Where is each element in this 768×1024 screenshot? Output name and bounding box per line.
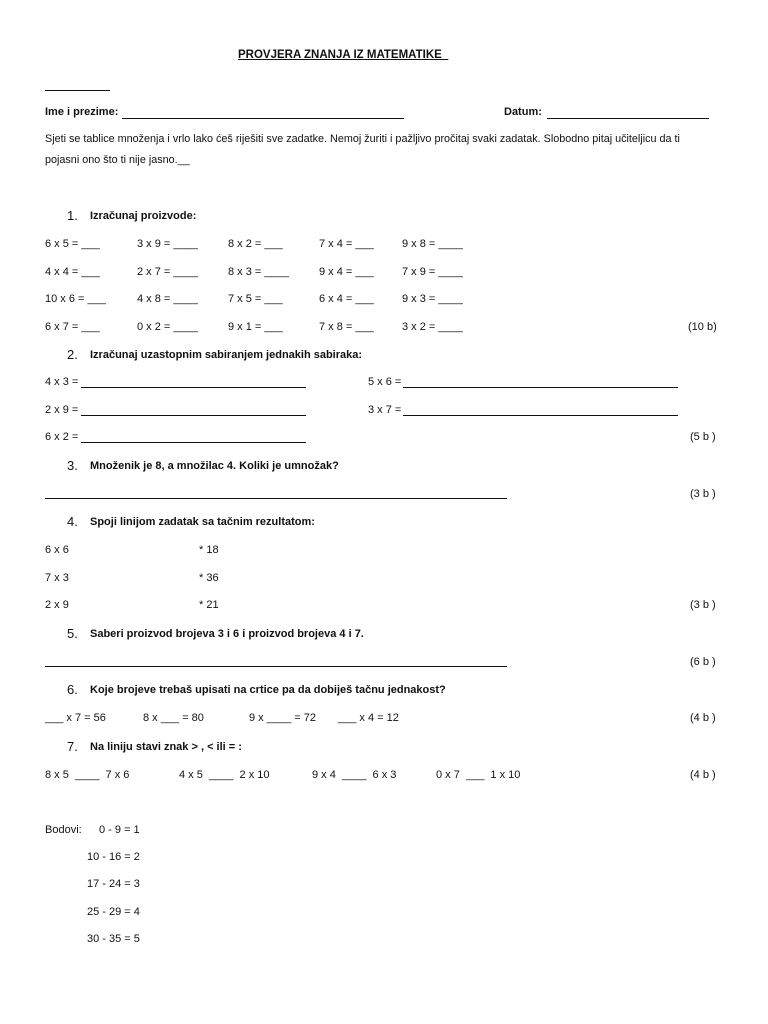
page-title: PROVJERA ZNANJA IZ MATEMATIKE_ <box>238 49 449 61</box>
task1-item: 2 x 7 = ____ <box>137 266 198 278</box>
task7-number: 7. <box>67 739 78 754</box>
task6-title: Koje brojeve trebaš upisati na crtice pa da dobiješ tačnu jednakost? <box>90 684 446 696</box>
task7-item: 4 x 5 ____ 2 x 10 <box>179 769 270 781</box>
task6-item: 8 x ___ = 80 <box>143 712 204 724</box>
scoring-grade: 25 - 29 = 4 <box>87 906 140 918</box>
task1-item: 7 x 9 = ____ <box>402 266 463 278</box>
task1-item: 3 x 9 = ____ <box>137 238 198 250</box>
task5-points: (6 b ) <box>690 656 716 668</box>
task1-item: 9 x 3 = ____ <box>402 293 463 305</box>
answer-line[interactable] <box>81 415 306 416</box>
task1-number: 1. <box>67 208 78 223</box>
task1-item: 6 x 7 = ___ <box>45 321 100 333</box>
task2-number: 2. <box>67 347 78 362</box>
task4-number: 4. <box>67 514 78 529</box>
task2-points: (5 b ) <box>690 431 716 443</box>
task4-result: * 21 <box>199 599 219 611</box>
date-label: Datum: <box>504 106 542 118</box>
task3-number: 3. <box>67 458 78 473</box>
task1-item: 6 x 4 = ___ <box>319 293 374 305</box>
task1-title: Izračunaj proizvode: <box>90 210 197 222</box>
task4-result: * 36 <box>199 572 219 584</box>
task6-points: (4 b ) <box>690 712 716 724</box>
task2-left-item: 2 x 9 = <box>45 404 79 416</box>
task1-points: (10 b) <box>688 321 717 333</box>
task1-item: 6 x 5 = ___ <box>45 238 100 250</box>
scoring-grade: 0 - 9 = 1 <box>99 824 140 836</box>
task1-item: 7 x 4 = ___ <box>319 238 374 250</box>
name-label: Ime i prezime: <box>45 106 119 118</box>
top-blank-line <box>45 90 110 91</box>
task6-item: ___ x 4 = 12 <box>338 712 399 724</box>
task7-title: Na liniju stavi znak > , < ili = : <box>90 741 242 753</box>
task1-item: 8 x 2 = ___ <box>228 238 283 250</box>
task2-left-item: 4 x 3 = <box>45 376 79 388</box>
task6-item: 9 x ____ = 72 <box>249 712 316 724</box>
task1-item: 8 x 3 = ____ <box>228 266 289 278</box>
intro-line-1: Sjeti se tablice množenja i vrlo lako ćeš riješiti sve zadatke. Nemoj žuriti i pažljivo pročitaj svaki zadatak. Slobodno pitaj učiteljicu da ti <box>45 133 680 145</box>
task7-item: 0 x 7 ___ 1 x 10 <box>436 769 521 781</box>
task2-left-item: 6 x 2 = <box>45 431 79 443</box>
answer-line[interactable] <box>45 666 507 667</box>
scoring-grade: 30 - 35 = 5 <box>87 933 140 945</box>
intro-line-2: pojasni ono što ti nije jasno.__ <box>45 154 190 166</box>
name-field[interactable] <box>122 118 404 119</box>
task1-item: 9 x 8 = ____ <box>402 238 463 250</box>
task7-points: (4 b ) <box>690 769 716 781</box>
answer-line[interactable] <box>45 498 507 499</box>
task1-item: 9 x 1 = ___ <box>228 321 283 333</box>
date-field[interactable] <box>547 118 709 119</box>
task3-title: Množenik je 8, a množilac 4. Koliki je umnožak? <box>90 460 339 472</box>
task5-title: Saberi proizvod brojeva 3 i 6 i proizvod brojeva 4 i 7. <box>90 628 364 640</box>
answer-line[interactable] <box>81 387 306 388</box>
task1-item: 7 x 5 = ___ <box>228 293 283 305</box>
scoring-grade: 17 - 24 = 3 <box>87 878 140 890</box>
task4-result: * 18 <box>199 544 219 556</box>
task1-item: 4 x 8 = ____ <box>137 293 198 305</box>
task4-item: 2 x 9 <box>45 599 69 611</box>
task3-points: (3 b ) <box>690 488 716 500</box>
task6-item: ___ x 7 = 56 <box>45 712 106 724</box>
scoring-grade: 10 - 16 = 2 <box>87 851 140 863</box>
answer-line[interactable] <box>403 415 678 416</box>
task1-item: 4 x 4 = ___ <box>45 266 100 278</box>
task5-number: 5. <box>67 626 78 641</box>
task1-item: 10 x 6 = ___ <box>45 293 106 305</box>
task7-item: 9 x 4 ____ 6 x 3 <box>312 769 397 781</box>
task1-item: 9 x 4 = ___ <box>319 266 374 278</box>
task4-item: 6 x 6 <box>45 544 69 556</box>
answer-line[interactable] <box>81 442 306 443</box>
task6-number: 6. <box>67 682 78 697</box>
task7-item: 8 x 5 ____ 7 x 6 <box>45 769 130 781</box>
answer-line[interactable] <box>403 387 678 388</box>
scoring-label: Bodovi: <box>45 824 82 836</box>
task1-item: 0 x 2 = ____ <box>137 321 198 333</box>
task4-title: Spoji linijom zadatak sa tačnim rezultatom: <box>90 516 315 528</box>
task2-right-item: 3 x 7 = <box>368 404 402 416</box>
task2-right-item: 5 x 6 = <box>368 376 402 388</box>
task4-item: 7 x 3 <box>45 572 69 584</box>
task2-title: Izračunaj uzastopnim sabiranjem jednakih sabiraka: <box>90 349 363 361</box>
task4-points: (3 b ) <box>690 599 716 611</box>
task1-item: 7 x 8 = ___ <box>319 321 374 333</box>
task1-item: 3 x 2 = ____ <box>402 321 463 333</box>
